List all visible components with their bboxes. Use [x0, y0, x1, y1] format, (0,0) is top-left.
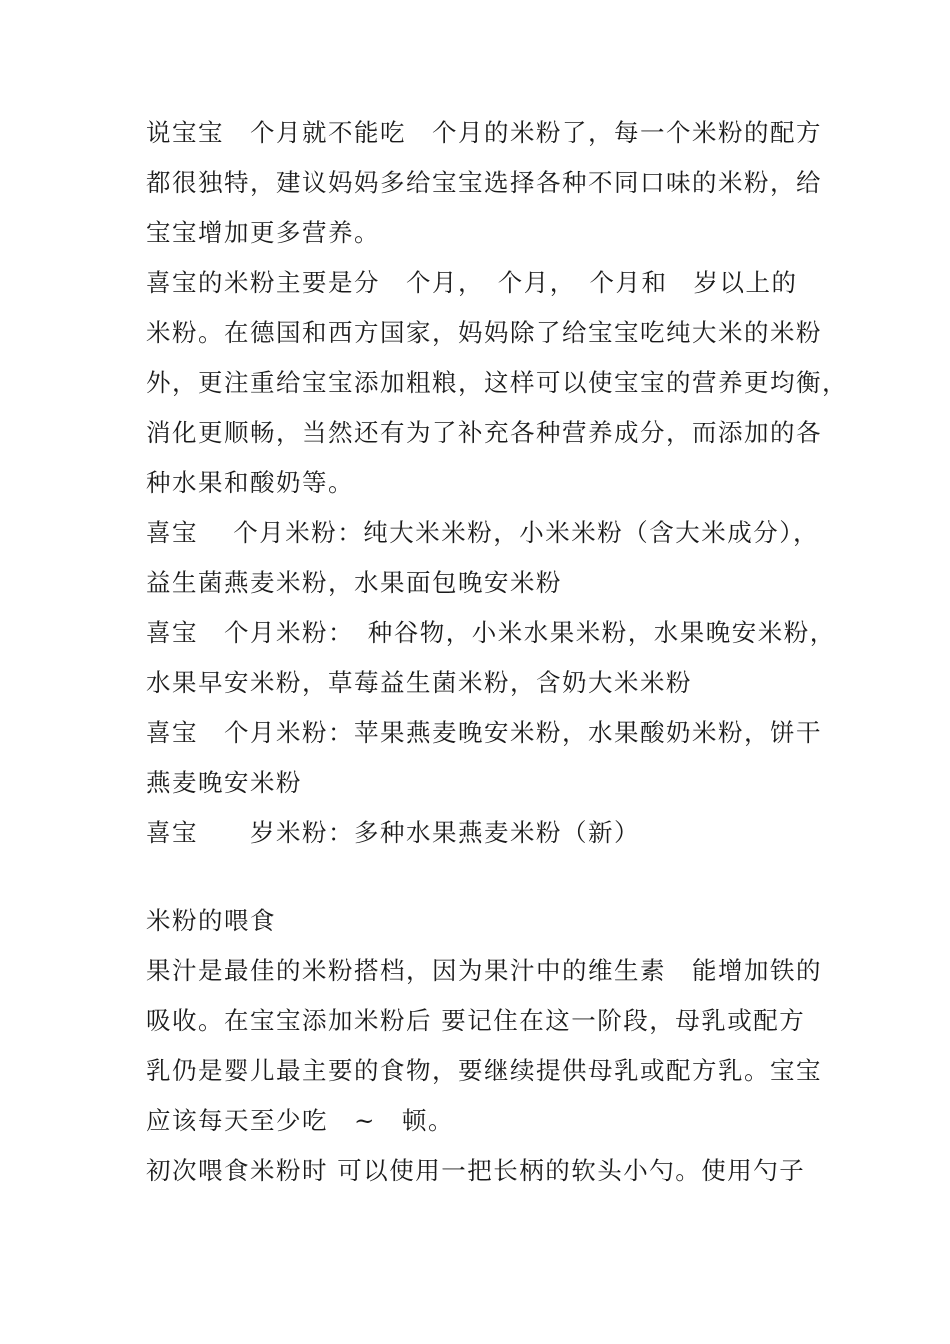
text-line: 宝宝增加更多营养。: [146, 218, 380, 247]
paragraph-intro: [146, 108, 826, 258]
paragraph-overview: [146, 258, 848, 508]
text-line: 吸收。在宝宝添加米粉后 要记住在这一阶段，母乳或配方: [146, 1006, 806, 1035]
text-line: 益生菌燕麦米粉，水果面包晚安米粉: [146, 568, 562, 597]
section-spacer: [146, 858, 826, 896]
heading-text: 米粉的喂食: [146, 906, 276, 935]
text-line: 喜宝 个月米粉：苹果燕麦晚安米粉，水果酸奶米粉，饼干: [146, 718, 822, 747]
paragraph-feeding-juice: [146, 946, 826, 1146]
paragraph-stage-4: [146, 808, 826, 858]
text-line: 喜宝的米粉主要是分 个月， 个月， 个月和 岁以上的: [146, 268, 798, 297]
paragraph-feeding-spoon: [146, 1146, 826, 1196]
text-line: 初次喂食米粉时 可以使用一把长柄的软头小勺。使用勺子: [146, 1156, 806, 1185]
text-line: 都很独特，建议妈妈多给宝宝选择各种不同口味的米粉，给: [146, 168, 822, 197]
text-line: 乳仍是婴儿最主要的食物，要继续提供母乳或配方乳。宝宝: [146, 1056, 822, 1085]
text-line: 喜宝 个月米粉： 种谷物，小米水果米粉，水果晚安米粉，: [146, 618, 836, 647]
text-line: 消化更顺畅，当然还有为了补充各种营养成分，而添加的各: [146, 418, 822, 447]
document-page: [146, 108, 848, 1196]
section-heading: [146, 896, 826, 946]
paragraph-stage-1: [146, 508, 826, 608]
text-line: 喜宝 岁米粉：多种水果燕麦米粉（新）: [146, 818, 640, 847]
text-line: 燕麦晚安米粉: [146, 768, 302, 797]
text-line: 外，更注重给宝宝添加粗粮，这样可以使宝宝的营养更均衡，: [146, 368, 848, 397]
text-line: 米粉。在德国和西方国家，妈妈除了给宝宝吃纯大米的米粉: [146, 318, 822, 347]
text-line: 应该每天至少吃 ~ 顿。: [146, 1106, 455, 1135]
text-line: 喜宝 个月米粉：纯大米米粉，小米米粉（含大米成分），: [146, 518, 820, 547]
paragraph-stage-2: [146, 608, 836, 708]
text-line: 说宝宝 个月就不能吃 个月的米粉了，每一个米粉的配方: [146, 118, 822, 147]
text-line: 种水果和酸奶等。: [146, 468, 354, 497]
text-line: 果汁是最佳的米粉搭档，因为果汁中的维生素 能增加铁的: [146, 956, 822, 985]
text-line: 水果早安米粉，草莓益生菌米粉，含奶大米米粉: [146, 668, 692, 697]
paragraph-stage-3: [146, 708, 826, 808]
